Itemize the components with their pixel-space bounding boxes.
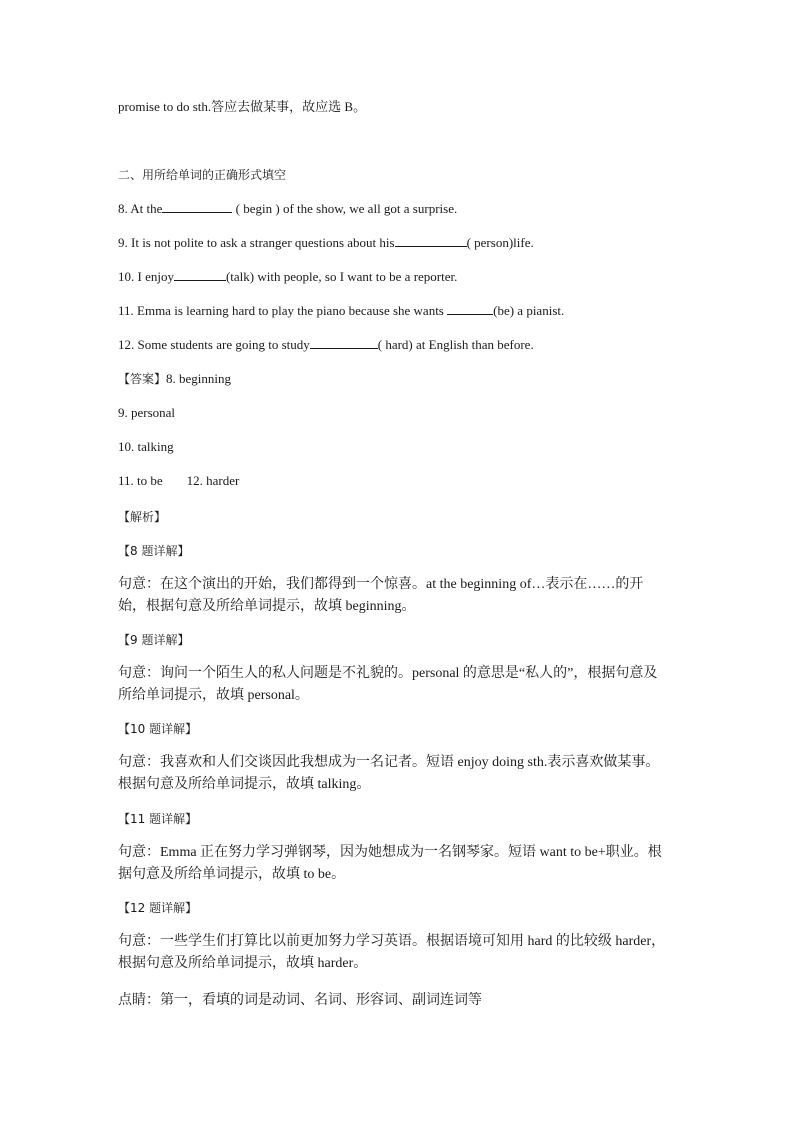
question-hint: ( begin ) of the show, we all got a surprise. xyxy=(232,201,458,216)
question-text: 8. At the xyxy=(118,201,163,216)
detail-10-text: 句意：我喜欢和人们交谈因此我想成为一名记者。短语 enjoy doing sth.表示喜欢做某事。根据句意及所给单词提示，故填 talking。 xyxy=(118,755,660,792)
answer-row xyxy=(118,472,239,490)
question-12 xyxy=(118,336,534,354)
answer-item: 8. beginning xyxy=(166,371,232,386)
question-hint: ( person)life. xyxy=(466,235,534,250)
answer-blank xyxy=(174,268,226,281)
detail-8-text: 句意：在这个演出的开始，我们都得到一个惊喜。at the beginning of…表示在……的开始，根据句意及所给单词提示，故填 beginning。 xyxy=(118,577,644,614)
answer-blank xyxy=(447,302,493,315)
answer-blank xyxy=(395,234,467,247)
question-8 xyxy=(118,200,457,218)
question-11 xyxy=(118,302,564,320)
question-text: 9. It is not polite to ask a stranger questions about his xyxy=(118,235,395,250)
question-hint: (be) a pianist. xyxy=(493,303,565,318)
detail-9-text: 句意：询问一个陌生人的私人问题是不礼貌的。personal 的意思是“私人的”，根据句意及所给单词提示，故填 personal。 xyxy=(118,666,658,703)
question-hint: (talk) with people, so I want to be a reporter. xyxy=(225,269,458,284)
detail-12-text: 句意：一些学生们打算比以前更加努力学习英语。根据语境可知用 hard 的比较级 harder，根据句意及所给单词提示，故填 harder。 xyxy=(118,934,666,971)
question-hint: ( hard) at English than before. xyxy=(377,337,534,352)
detail-9-title: 【9 题详解】 xyxy=(118,633,190,647)
tip-line: 点睛：第一，看填的词是动词、名词、形容词、副词连词等 xyxy=(118,993,482,1008)
detail-8-title: 【8 题详解】 xyxy=(118,544,190,558)
question-10 xyxy=(118,268,457,286)
section-title: 二、用所给单词的正确形式填空 xyxy=(118,168,287,182)
answer-blank xyxy=(310,336,378,349)
document-page xyxy=(118,0,678,1123)
answer-item: 11. to be xyxy=(118,473,163,488)
question-text: 11. Emma is learning hard to play the piano because she wants xyxy=(118,303,448,318)
analysis-label: 【解析】 xyxy=(118,510,167,524)
answer-line xyxy=(118,370,231,388)
question-9 xyxy=(118,234,534,252)
answer-item: 10. talking xyxy=(118,439,174,454)
intro-line: promise to do sth.答应去做某事，故应选 B。 xyxy=(118,99,367,114)
answer-blank xyxy=(162,200,232,213)
detail-10-title: 【10 题详解】 xyxy=(118,722,198,736)
detail-11-title: 【11 题详解】 xyxy=(118,812,198,826)
question-text: 12. Some students are going to study xyxy=(118,337,310,352)
question-text: 10. I enjoy xyxy=(118,269,174,284)
answer-item: 9. personal xyxy=(118,405,176,420)
answer-label: 【答案】 xyxy=(118,372,167,386)
detail-12-title: 【12 题详解】 xyxy=(118,901,198,915)
detail-11-text: 句意：Emma 正在努力学习弹钢琴，因为她想成为一名钢琴家。短语 want to be+职业。根据句意及所给单词提示，故填 to be。 xyxy=(118,845,662,882)
answer-item: 12. harder xyxy=(186,473,240,488)
